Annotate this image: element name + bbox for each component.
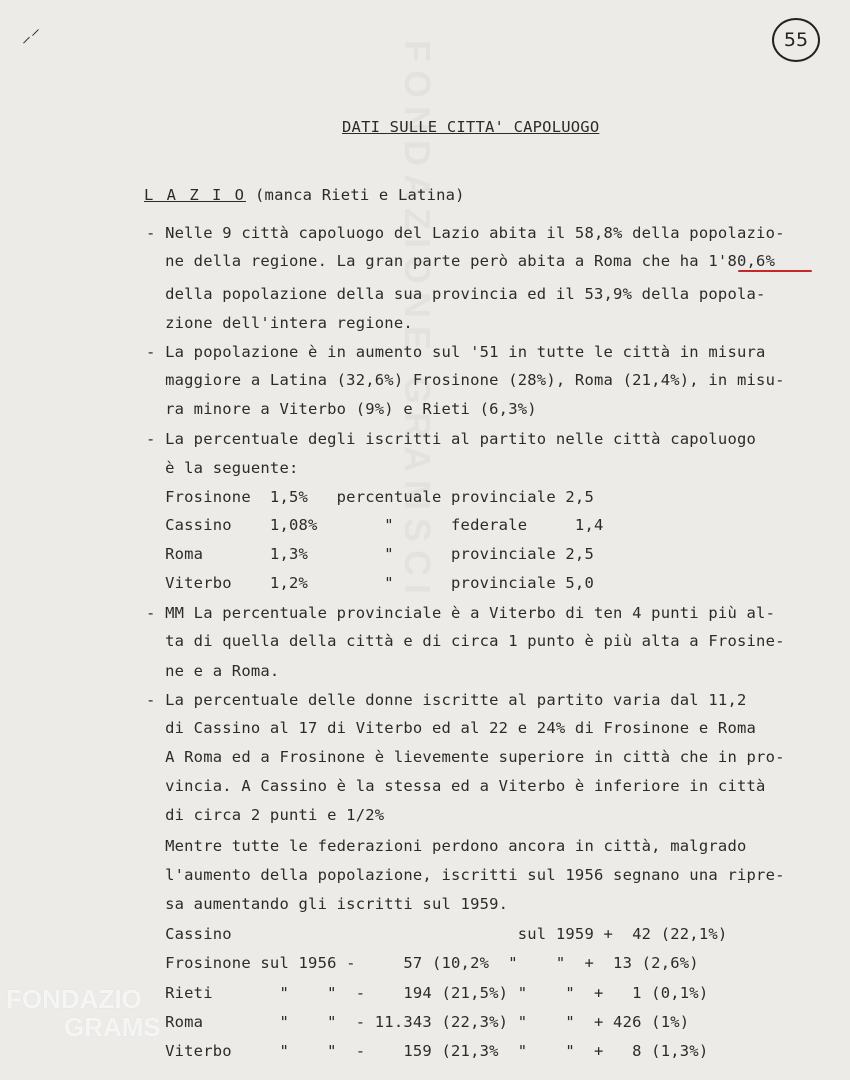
text-line: è la seguente: xyxy=(146,459,299,477)
table-row: Roma " " - 11.343 (22,3%) " " + 426 (1%) xyxy=(146,1013,690,1031)
table-row: Cassino sul 1959 + 42 (22,1%) xyxy=(146,925,728,943)
page-number: 55 xyxy=(772,18,820,62)
table-row: Viterbo 1,2% " provinciale 5,0 xyxy=(146,574,594,592)
text-line: di circa 2 punti e 1/2% xyxy=(146,806,385,824)
text-line: - Nelle 9 città capoluogo del Lazio abita il 58,8% della popolazio- xyxy=(146,224,785,242)
text-line: l'aumento della popolazione, iscritti sul 1956 segnano una ripre- xyxy=(146,866,785,884)
table-row: Roma 1,3% " provinciale 2,5 xyxy=(146,545,594,563)
text-line: sa aumentando gli iscritti sul 1959. xyxy=(146,895,509,913)
text-line: - La popolazione è in aumento sul '51 in tutte le città in misura xyxy=(146,343,766,361)
text-line: zione dell'intera regione. xyxy=(146,314,413,332)
table-row: Viterbo " " - 159 (21,3% " " + 8 (1,3%) xyxy=(146,1042,709,1060)
table-row: Frosinone 1,5% percentuale provinciale 2,5 xyxy=(146,488,594,506)
watermark-line-2: GRAMS xyxy=(64,1012,161,1042)
red-underline-mark xyxy=(738,270,812,272)
pen-mark: ⸝⸍ xyxy=(22,26,40,47)
text-line: - La percentuale degli iscritti al partito nelle città capoluogo xyxy=(146,430,757,448)
text-line: A Roma ed a Frosinone è lievemente superiore in città che in pro- xyxy=(146,748,785,766)
text-line: vincia. A Cassino è la stessa ed a Viterbo è inferiore in città xyxy=(146,777,766,795)
table-row: Cassino 1,08% " federale 1,4 xyxy=(146,516,604,534)
text-line: - MM La percentuale provinciale è a Viterbo di ten 4 punti più al- xyxy=(146,604,776,622)
watermark-line-1: FONDAZIO xyxy=(6,984,142,1014)
region-note: (manca Rieti e Latina) xyxy=(255,186,465,204)
text-line: di Cassino al 17 di Viterbo ed al 22 e 24% di Frosinone e Roma xyxy=(146,719,757,737)
text-line: ne della regione. La gran parte però abita a Roma che ha 1'80,6% xyxy=(146,252,776,270)
text-line: ne e a Roma. xyxy=(146,662,280,680)
text-line: ra minore a Viterbo (9%) e Rieti (6,3%) xyxy=(146,400,537,418)
text-line: Mentre tutte le federazioni perdono ancora in città, malgrado xyxy=(146,837,747,855)
text-line: maggiore a Latina (32,6%) Frosinone (28%), Roma (21,4%), in misu- xyxy=(146,371,785,389)
text-line: - La percentuale delle donne iscritte al partito varia dal 11,2 xyxy=(146,691,747,709)
text-line: della popolazione della sua provincia ed il 53,9% della popola- xyxy=(146,285,766,303)
table-row: Frosinone sul 1956 - 57 (10,2% " " + 13 (2,6%) xyxy=(146,954,699,972)
text-line: ta di quella della città e di circa 1 punto è più alta a Frosine- xyxy=(146,632,785,650)
foundation-watermark-logo xyxy=(6,985,161,1041)
page-title: DATI SULLE CITTA' CAPOLUOGO xyxy=(342,118,600,136)
table-row: Rieti " " - 194 (21,5%) " " + 1 (0,1%) xyxy=(146,984,709,1002)
region-heading: L A Z I O xyxy=(144,186,246,204)
